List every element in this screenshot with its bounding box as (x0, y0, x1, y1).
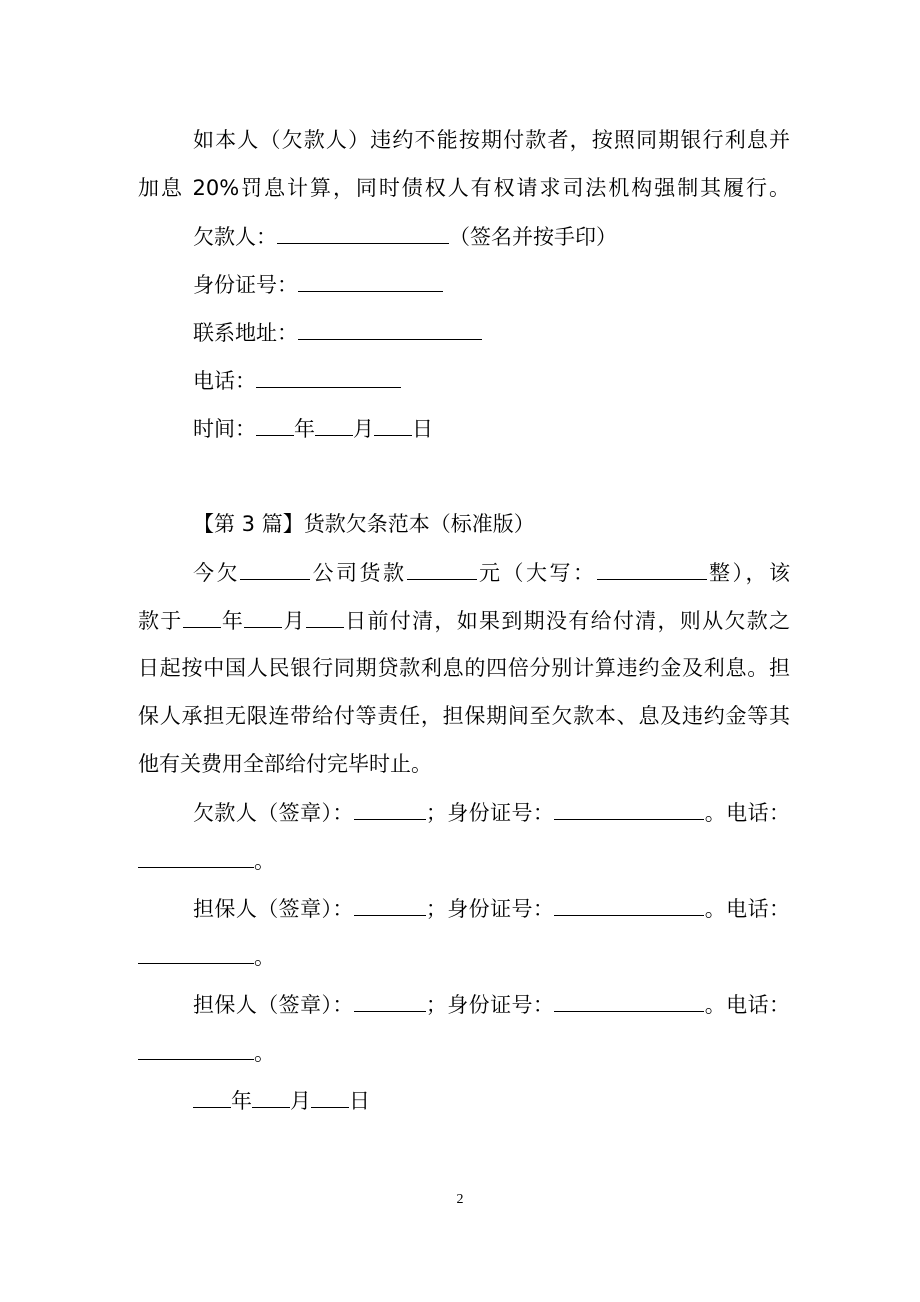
year-text: 年 (294, 417, 315, 441)
body-line-5: 他有关费用全部给付完毕时止。 (138, 752, 432, 776)
id-blank (298, 269, 443, 292)
due-text: 款于 (138, 609, 183, 633)
body-line-3: 日起按中国人民银行同期贷款利息的四倍分别计算违约金及利息。担 (138, 656, 790, 680)
company-text: 公司货款 (310, 561, 407, 585)
address-line (193, 317, 482, 348)
sign-id-blank (554, 797, 704, 820)
date-day-blank (311, 1085, 349, 1108)
sign-row-debtor-phone (138, 845, 275, 876)
debtor-signature-line (193, 221, 617, 252)
sign-row-debtor (193, 797, 790, 828)
body-line-4: 保人承担无限连带给付等责任，担保期间至欠款本、息及违约金等其 (138, 704, 790, 728)
month-text: 月 (353, 417, 374, 441)
due-month-text: 月 (282, 609, 306, 633)
sign-phone-blank (138, 1037, 254, 1060)
address-label: 联系地址： (193, 321, 298, 345)
body-line-2 (138, 605, 790, 636)
sign-phone-label: 。电话： (704, 897, 791, 921)
due-rest-text: 日前付清，如果到期没有给付清，则从欠款之 (343, 609, 791, 633)
date-month-text: 月 (290, 1089, 311, 1113)
sign-phone-label: 。电话： (704, 801, 791, 825)
phone-line (193, 365, 401, 396)
year-blank (256, 413, 294, 436)
clause-line-1: 如本人（欠款人）违约不能按期付款者，按照同期银行利息并 (193, 128, 790, 152)
time-label: 时间： (193, 417, 256, 441)
due-month-blank (244, 605, 282, 628)
date-month-blank (252, 1085, 290, 1108)
address-blank (298, 317, 482, 340)
owe-text: 今欠 (193, 561, 240, 585)
day-text: 日 (412, 417, 433, 441)
sign-id-label: ；身份证号： (425, 801, 555, 825)
sign-phone-blank (138, 845, 254, 868)
due-year-text: 年 (220, 609, 245, 633)
clause-line-2: 加息 20%罚息计算，同时债权人有权请求司法机构强制其履行。 (138, 176, 790, 200)
sign-phone-blank (138, 941, 254, 964)
whole-text: 整），该 (706, 561, 790, 585)
body-line-1 (193, 557, 790, 588)
sign-end: 。 (254, 1041, 275, 1065)
debtor-suffix: （签名并按手印） (449, 225, 617, 249)
sign-id-blank (554, 893, 704, 916)
due-year-blank (183, 605, 221, 628)
phone-blank (256, 365, 401, 388)
day-blank (374, 413, 412, 436)
section-heading: 【第 3 篇】货款欠条范本（标准版） (193, 512, 535, 536)
sign-end: 。 (254, 945, 275, 969)
sign-blank (354, 893, 426, 916)
debtor-label: 欠款人： (193, 225, 277, 249)
sign-role: 担保人（签章）： (193, 993, 354, 1017)
sign-blank (354, 989, 426, 1012)
sign-blank (354, 797, 426, 820)
phone-label: 电话： (193, 369, 256, 393)
sign-role: 欠款人（签章）： (193, 801, 354, 825)
date-year-blank (193, 1085, 231, 1108)
sign-role: 担保人（签章）： (193, 897, 354, 921)
sign-id-blank (554, 989, 704, 1012)
sign-phone-label: 。电话： (704, 993, 791, 1017)
sign-row-guarantor-2-phone (138, 1037, 275, 1068)
month-blank (315, 413, 353, 436)
id-number-line (193, 269, 443, 300)
capital-amount-blank (597, 557, 707, 580)
debtor-blank (277, 221, 449, 244)
date-year-text: 年 (231, 1089, 252, 1113)
sign-id-label: ；身份证号： (425, 993, 555, 1017)
due-day-blank (306, 605, 344, 628)
amount-blank (407, 557, 477, 580)
page-number: 2 (456, 1192, 464, 1207)
company-blank (240, 557, 310, 580)
id-label: 身份证号： (193, 273, 298, 297)
sign-row-guarantor-1 (193, 893, 790, 924)
sign-end: 。 (254, 849, 275, 873)
date-day-text: 日 (349, 1089, 370, 1113)
sign-row-guarantor-2 (193, 989, 790, 1020)
date-line (193, 1085, 370, 1116)
time-line (193, 413, 433, 444)
yuan-text: 元（大写： (476, 561, 597, 585)
sign-id-label: ；身份证号： (425, 897, 555, 921)
sign-row-guarantor-1-phone (138, 941, 275, 972)
